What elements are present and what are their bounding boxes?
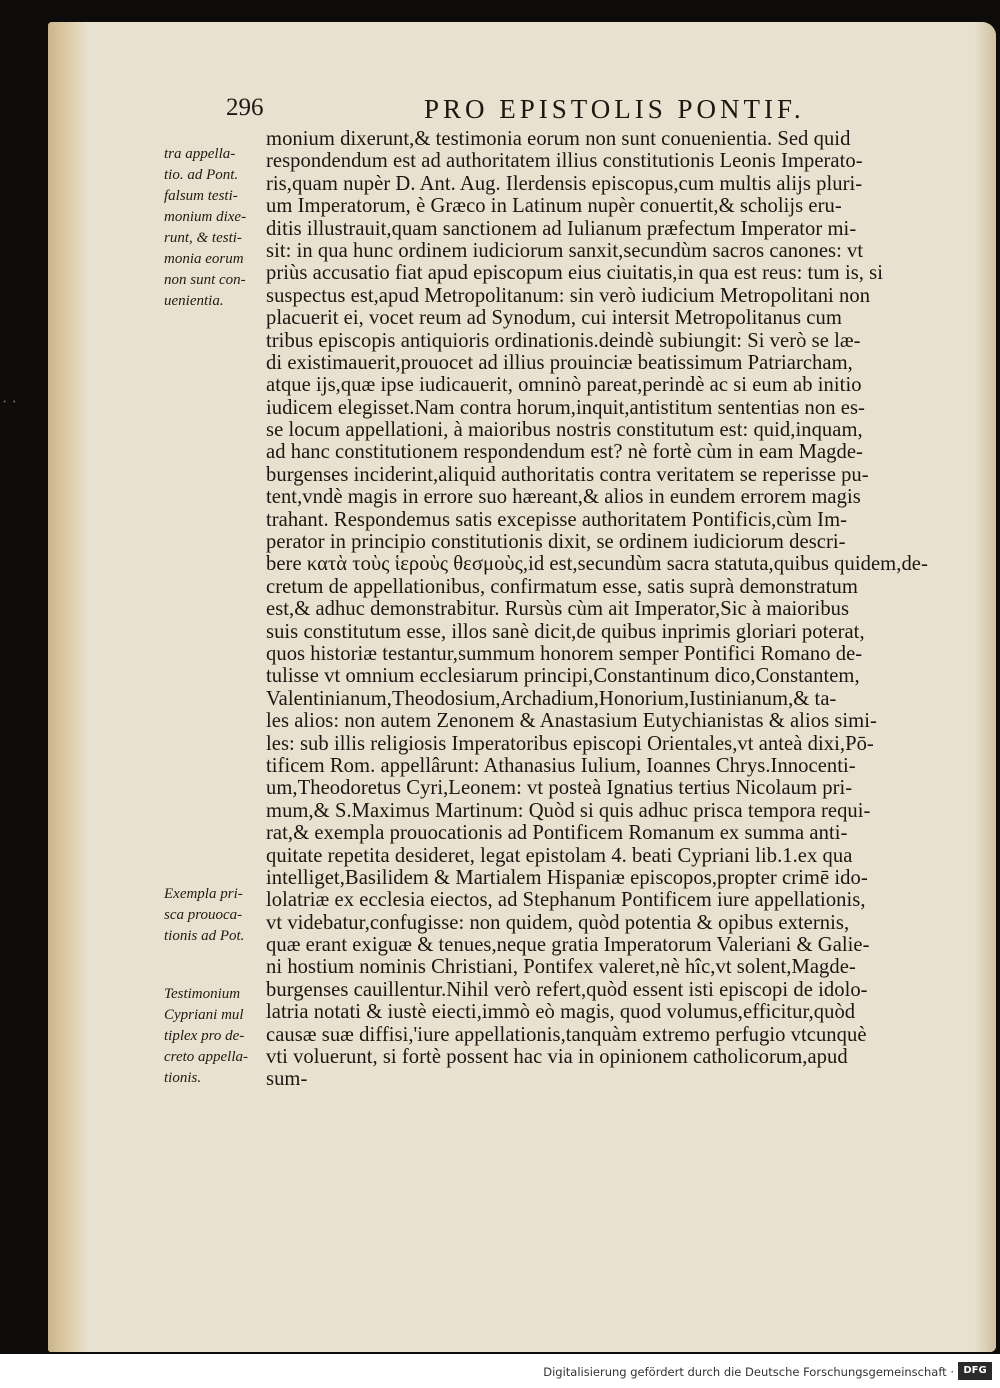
margin-note-line: monia eorum xyxy=(164,251,244,267)
text-line: ad hanc constitutionem respondendum est? nè fortè cùm in eam Magde- xyxy=(266,441,863,464)
text-line: lolatriæ ex ecclesia eiectos, ad Stephanum Pontificem iure appellationis, xyxy=(266,889,866,912)
margin-note-line: creto appella- xyxy=(164,1049,249,1065)
text-line: les: sub illis religiosis Imperatoribus episcopi Orientales,vt anteà dixi,Pō- xyxy=(266,732,874,755)
text-line: Valentinianum,Theodosium,Archadium,Honorium,Iustinianum,& ta- xyxy=(266,687,837,710)
margin-note-line: sca prouoca- xyxy=(164,907,243,923)
text-line: monium dixerunt,& testimonia eorum non sunt conuenientia. Sed quid xyxy=(266,128,851,150)
margin-notes xyxy=(164,144,268,1144)
text-line: um,Theodoretus Cyri,Leonem: vt posteà Ignatius tertius Nicolaum pri- xyxy=(266,777,853,800)
text-line: suspectus est,apud Metropolitanum: sin verò iudicium Metropolitani non xyxy=(266,284,871,307)
gutter-shadow xyxy=(48,22,88,1352)
margin-note-exempla xyxy=(164,884,268,947)
body-text xyxy=(266,128,994,1198)
running-title: PRO EPISTOLIS PONTIF. xyxy=(424,94,805,124)
text-line: est,& adhuc demonstrabitur. Rursùs cùm ait Imperator,Sic à maioribus xyxy=(266,598,850,621)
text-line: placuerit ei, vocet reum ad Synodum, cui intersit Metropolitanus cum xyxy=(266,307,842,330)
text-line: atque ijs,quæ ipse iudicauerit, omninò pareat,perindè ac si eum ab initio xyxy=(266,374,862,397)
text-line: burgenses cauillentur.Nihil verò refert,quòd essent isti episcopi de idolo- xyxy=(266,978,868,1001)
margin-note-line: tio. ad Pont. xyxy=(164,167,239,183)
text-line: respondendum est ad authoritatem illius constitutionis Leonis Imperato- xyxy=(266,150,863,173)
page-number: 296 xyxy=(226,94,264,121)
text-line: quos historiæ testantur,summum honorem semper Pontifici Romano de- xyxy=(266,642,863,665)
text-line: iudicem elegisset.Nam contra horum,inquit,antistitum sententias non es- xyxy=(266,396,865,419)
margin-note-line: tra appella- xyxy=(164,146,236,162)
text-line: sit: in qua hunc ordinem iudiciorum sanxit,secundùm sacros canones: vt xyxy=(266,239,864,262)
text-line: les alios: non autem Zenonem & Anastasium Eutychianistas & alios simi- xyxy=(266,710,877,733)
text-line: tulisse vt omnium ecclesiarum principi,Constantinum dico,Constantem, xyxy=(266,665,860,688)
margin-note-line: tionis ad Pot. xyxy=(164,928,245,944)
text-line: quitate repetita desideret, legat epistolam 4. beati Cypriani lib.1.ex qua xyxy=(266,844,853,867)
text-line: trahant. Respondemus satis excepisse authoritatem Pontificis,cùm Im- xyxy=(266,508,848,531)
text-line: tificem Rom. appellârunt: Athanasius Iulium, Ioannes Chrys.Innocenti- xyxy=(266,754,856,777)
text-line: priùs accusatio fiat apud episcopum eius ciuitatis,in qua est reus: tum is, si xyxy=(266,262,884,285)
margin-note-line: tiplex pro de- xyxy=(164,1028,245,1044)
running-head xyxy=(226,94,956,132)
margin-note-line: Exempla pri- xyxy=(164,886,243,902)
digitization-footer xyxy=(0,1354,1000,1388)
text-line: tent,vndè magis in errore suo hæreant,& alios in eundem errorem magis xyxy=(266,486,861,509)
text-line: burgenses inciderint,aliquid authoritatis contra veritatem se reperisse pu- xyxy=(266,463,869,486)
text-line: vti voluerunt, si fortè possent hac via in opinionem catholicorum,apud xyxy=(266,1046,848,1069)
margin-note-line: tionis. xyxy=(164,1070,202,1086)
footer-credit: Digitalisierung gefördert durch die Deutsche Forschungsgemeinschaft · xyxy=(543,1365,954,1379)
text-line: ris,quam nupèr D. Ant. Aug. Ilerdensis episcopus,cum multis alijs pluri- xyxy=(266,172,863,195)
book-page xyxy=(48,22,996,1352)
text-line: tribus episcopis antiquioris ordinationis.deindè subiungit: Si verò se læ- xyxy=(266,329,861,352)
margin-note-line: Testimonium xyxy=(164,986,241,1002)
margin-note-line: runt, & testi- xyxy=(164,230,242,246)
text-line: cretum de appellationibus, confirmatum esse, satis suprà demonstratum xyxy=(266,575,858,598)
text-line: um Imperatorum, è Græco in Latinum nupèr conuertit,& scholijs eru- xyxy=(266,195,842,218)
margin-note-appellatio xyxy=(164,144,268,312)
margin-note-line: falsum testi- xyxy=(164,188,238,204)
margin-note-line: monium dixe- xyxy=(164,209,247,225)
text-line: perator in principio constitutionis dixit, se ordinem iudiciorum descri- xyxy=(266,531,846,554)
text-line: intelliget,Basilidem & Martialem Hispaniæ episcopos,propter crimē ido- xyxy=(266,866,868,889)
text-line: bere κατὰ τοὺς ἱεροὺς θεσμοὺς,id est,secundùm sacra statuta,quibus quidem,de- xyxy=(266,553,928,576)
margin-note-line: Cypriani mul xyxy=(164,1007,244,1023)
text-line: sum- xyxy=(266,1068,308,1091)
page-edge-marks: ⋅ ⋅ xyxy=(2,394,17,411)
text-line: rat,& exempla prouocationis ad Pontificem Romanum ex summa anti- xyxy=(266,822,848,845)
text-line: vt videbatur,confugisse: non quidem, quòd potentia & opibus externis, xyxy=(266,911,850,934)
margin-note-line: uenientia. xyxy=(164,293,224,309)
text-line: causæ suæ diffisi,'iure appellationis,tanquàm extremo perfugio vtcunquè xyxy=(266,1023,867,1046)
text-line: mum,& S.Maximus Martinum: Quòd si quis adhuc prisca tempora requi- xyxy=(266,799,871,822)
margin-note-testimonium xyxy=(164,984,268,1089)
text-line: ditis illustrauit,quam sanctionem ad Iulianum præfectum Imperator mi- xyxy=(266,217,857,240)
text-line: di existimauerit,prouocet ad illius prouinciæ beatissimum Patriarcham, xyxy=(266,351,853,374)
margin-note-line: non sunt con- xyxy=(164,272,246,288)
text-line: quæ erant exiguæ & tenues,neque gratia Imperatorum Valeriani & Galie- xyxy=(266,934,870,957)
text-line: se locum appellationi, à maioribus nostris constitutum est: quid,inquam, xyxy=(266,419,863,442)
text-line: suis constitutum esse, illos sanè dicit,de quibus inprimis gloriari poterat, xyxy=(266,620,865,643)
text-line: latria notati & iustè eiecti,immò eò magis, quod volumus,efficitur,quòd xyxy=(266,1001,856,1024)
dfg-logo: DFG xyxy=(958,1362,992,1380)
text-line: ni hostium nominis Christiani, Pontifex valeret,nè hîc,vt solent,Magde- xyxy=(266,956,856,979)
